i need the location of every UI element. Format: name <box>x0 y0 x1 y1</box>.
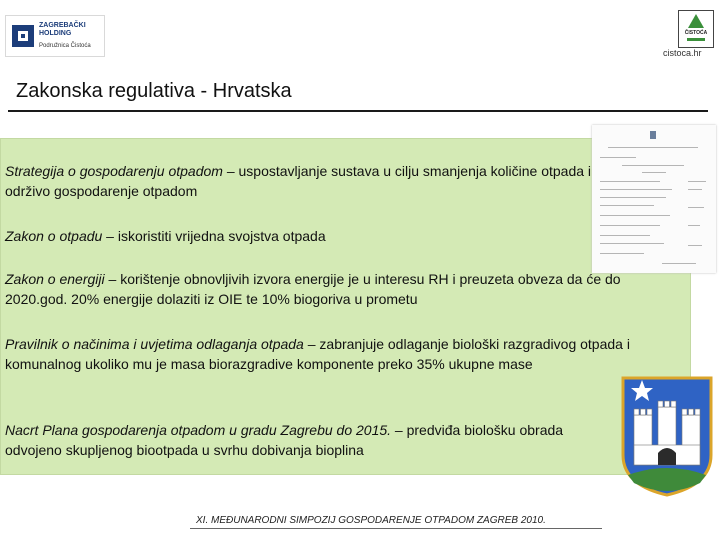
castle-gate <box>658 448 676 465</box>
cistoca-logo <box>678 10 714 48</box>
zagreb-coat-of-arms-icon <box>620 375 714 497</box>
paragraph-head: Nacrt Plana gospodarenja otpadom u gradu Zagrebu do 2015. <box>5 422 392 438</box>
title-divider <box>8 110 708 112</box>
paragraph-pravilnik <box>5 334 653 374</box>
footer-divider <box>190 528 602 529</box>
paragraph-text: – zabranjuje odlaganje biološki razgradivog otpada i komunalnog ukoliko mu je masa biorazgradive komponente preko 35% ukupne mase <box>5 336 630 372</box>
holding-logo-icon <box>12 25 34 47</box>
footer-text: XI. MEĐUNARODNI SIMPOZIJ GOSPODARENJE OTPADOM ZAGREB 2010. <box>196 515 546 526</box>
paragraph-zakon-o-otpadu <box>5 226 597 246</box>
logo-subtitle: Podružnica Čistoća <box>39 43 91 49</box>
slide-title: Zakonska regulativa - Hrvatska <box>16 80 292 102</box>
paragraph-text: – korištenje obnovljivih izvora energije je u interesu RH i preuzeta obveza da će do 2020.god. 20% energije dolaziti iz OIE te 10% biogoriva u prometu <box>5 271 621 307</box>
zagrebacki-holding-logo <box>5 15 105 57</box>
logo-name <box>39 22 86 38</box>
paragraph-text: – predviđa biološku obrada odvojeno skupljenog biootpada u svrhu dobivanja bioplina <box>5 422 564 458</box>
cistoca-brand: ČISTOĆA <box>684 30 708 36</box>
document-thumbnail <box>592 125 716 273</box>
paragraph-zakon-o-energiji <box>5 269 625 309</box>
paragraph-text: – uspostavljanje sustava u cilju smanjenja količine otpada i održivo gospodarenje otpadom <box>5 163 592 199</box>
paragraph-head: Strategija o gospodarenju otpadom <box>5 163 223 179</box>
paragraph-strategija <box>5 161 597 201</box>
paragraph-head: Zakon o otpadu <box>5 228 103 244</box>
site-url: cistoca.hr <box>663 48 702 58</box>
paragraph-nacrt-plana <box>5 420 617 460</box>
document-crest-icon <box>650 131 656 139</box>
paragraph-head: Zakon o energiji <box>5 271 105 287</box>
logo-bar <box>687 38 705 41</box>
paragraph-text: – iskoristiti vrijedna svojstva otpada <box>102 228 326 244</box>
hill <box>628 468 706 491</box>
paragraph-head: Pravilnik o načinima i uvjetima odlaganja otpada <box>5 336 304 352</box>
logo-name-line2: HOLDING <box>39 30 72 37</box>
logo-name-line1: ZAGREBAČKI <box>39 22 86 29</box>
tree-icon <box>688 14 704 28</box>
